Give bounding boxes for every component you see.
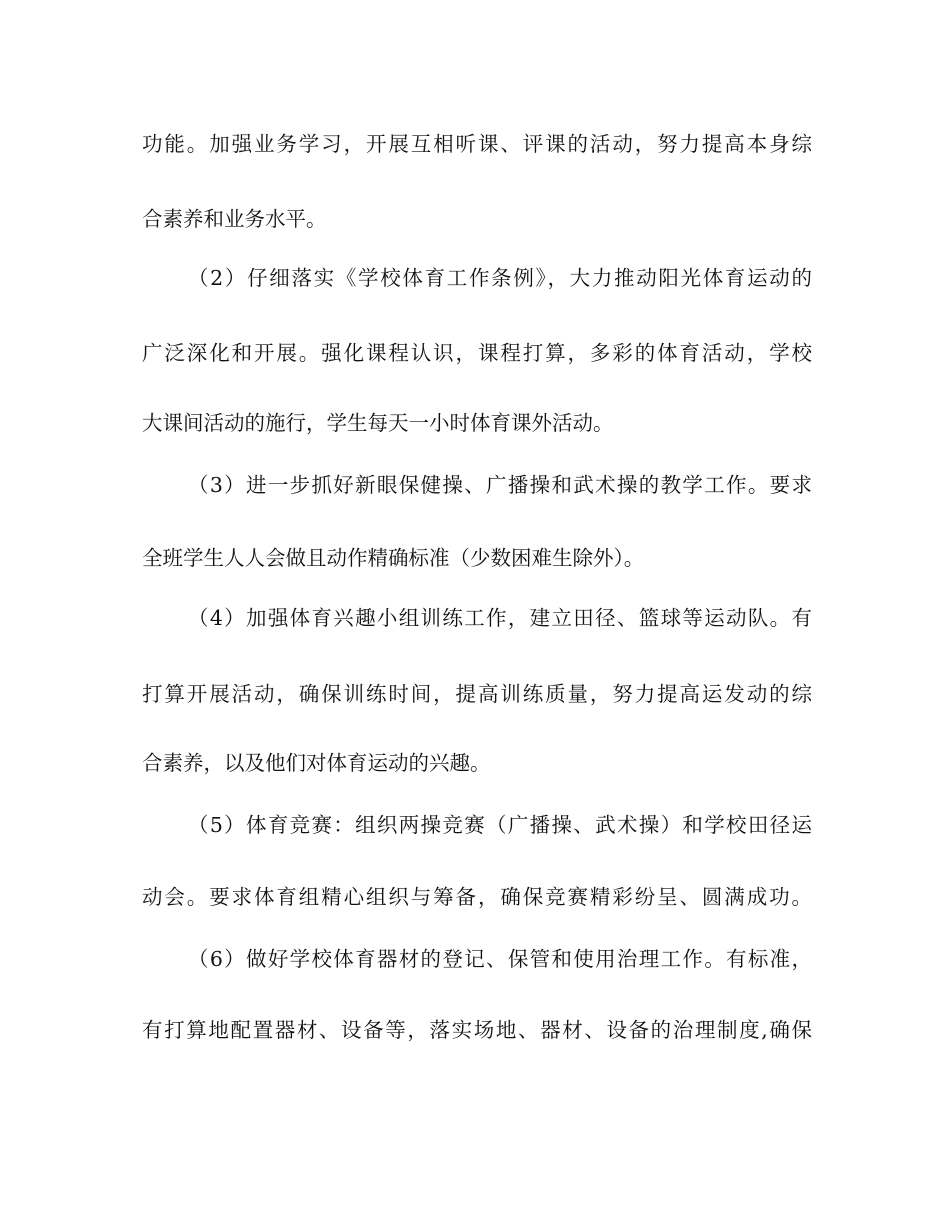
paragraph-2-line-3: 大课间活动的施行，学生每天一小时体育课外活动。 <box>142 411 614 435</box>
paragraph-5-line-2: 动会。要求体育组精心组织与筹备，确保竞赛精彩纷呈、圆满成功。 <box>142 885 812 909</box>
text-line-2: 合素养和业务水平。 <box>142 207 327 231</box>
paragraph-3-line-1: （3）进一步抓好新眼保健操、广播操和武术操的教学工作。要求 <box>188 473 812 497</box>
text-line-1: 功能。加强业务学习，开展互相听课、评课的活动，努力提高本身综 <box>142 132 812 156</box>
paragraph-4-line-2: 打算开展活动，确保训练时间，提高训练质量，努力提高运发动的综 <box>142 682 812 706</box>
paragraph-3-line-2: 全班学生人人会做且动作精确标准（少数困难生除外）。 <box>142 546 645 570</box>
paragraph-4-line-1: （4）加强体育兴趣小组训练工作，建立田径、篮球等运动队。有 <box>188 606 812 630</box>
paragraph-4-line-3: 合素养，以及他们对体育运动的兴趣。 <box>142 751 491 775</box>
paragraph-2-line-1: （2）仔细落实《学校体育工作条例》，大力推动阳光体育运动的 <box>188 266 812 290</box>
paragraph-6-line-1: （6）做好学校体育器材的登记、保管和使用治理工作。有标准， <box>188 947 812 971</box>
paragraph-2-line-2: 广泛深化和开展。强化课程认识，课程打算，多彩的体育活动，学校 <box>142 341 812 365</box>
paragraph-5-line-1: （5）体育竞赛：组织两操竞赛（广播操、武术操）和学校田径运 <box>188 813 812 837</box>
paragraph-6-line-2: 有打算地配置器材、设备等，落实场地、器材、设备的治理制度,确保 <box>142 1018 812 1042</box>
